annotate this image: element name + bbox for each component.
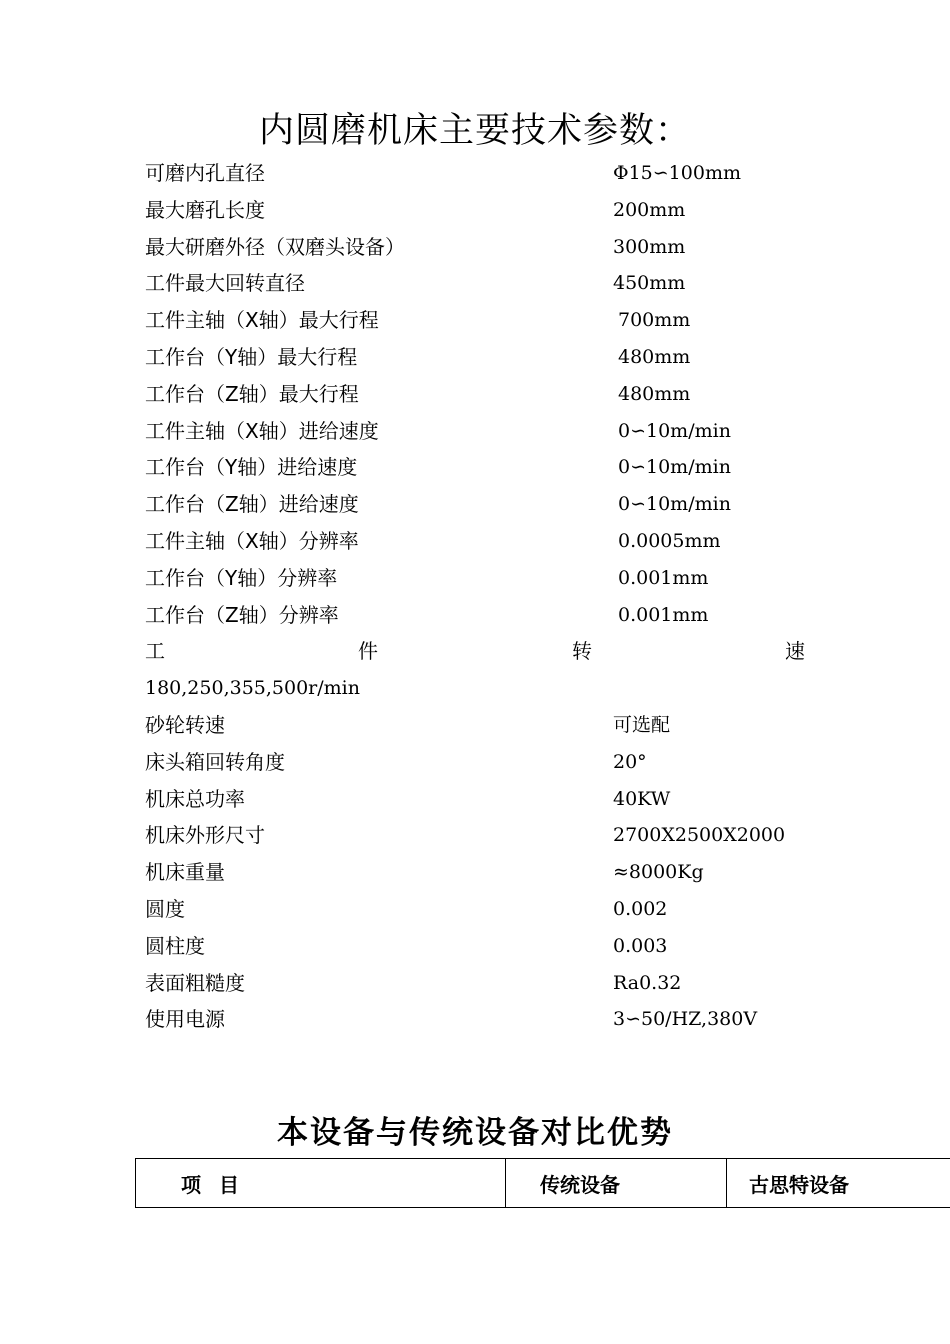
spec-row	[145, 486, 815, 523]
spec-value: 2700X2500X2000	[613, 824, 786, 847]
spec-label: 使用电源	[145, 1007, 225, 1032]
spec-row	[145, 339, 815, 376]
spec-row	[145, 265, 815, 302]
spec-row	[145, 155, 815, 192]
spec-row	[145, 192, 815, 229]
spec-row	[145, 817, 815, 854]
spindle-speed-char: 件	[358, 639, 378, 664]
spec-label: 砂轮转速	[145, 712, 225, 737]
spec-label: 最大磨孔长度	[145, 197, 265, 222]
spec-row	[145, 965, 815, 1002]
spec-value: 0∽10m/min	[618, 456, 731, 479]
spec-row	[145, 560, 815, 597]
spec-value: 0.001mm	[618, 566, 709, 589]
spec-value: 0.0005mm	[618, 529, 721, 552]
spec-row	[145, 891, 815, 928]
comparison-header-row	[136, 1159, 950, 1208]
spec-label: 最大研磨外径（双磨头设备）	[145, 234, 405, 259]
spec-value: 480mm	[618, 382, 691, 405]
spec-value: 0.003	[613, 934, 668, 957]
spindle-speed-label	[145, 633, 815, 670]
spec-value: 可选配	[613, 713, 671, 736]
spec-label: 工件主轴（X轴）分辨率	[145, 528, 359, 553]
spec-row	[145, 928, 815, 965]
spec-row	[145, 854, 815, 891]
spec-value: Φ15∽100mm	[613, 162, 741, 184]
spec-label: 机床外形尺寸	[145, 823, 265, 848]
spec-label: 工件主轴（X轴）最大行程	[145, 308, 379, 333]
spec-label: 工作台（Z轴）进给速度	[145, 492, 359, 517]
spec-row	[145, 597, 815, 634]
spec-label: 可磨内孔直径	[145, 161, 265, 185]
spec-value: 0∽10m/min	[618, 419, 731, 442]
spec-value: 3∽50/HZ,380V	[613, 1008, 758, 1031]
spindle-speed-value: 180,250,355,500r/min	[145, 677, 360, 700]
comparison-header-item: 项目	[136, 1159, 506, 1208]
spec-label: 工件最大回转直径	[145, 271, 305, 296]
spindle-speed-char: 转	[572, 639, 592, 664]
spec-label: 机床总功率	[145, 786, 245, 811]
comparison-title: 本设备与传统设备对比优势	[277, 1115, 673, 1151]
spec-row	[145, 376, 815, 413]
spindle-speed-char: 工	[145, 639, 165, 664]
spec-value: 40KW	[613, 787, 671, 810]
spec-value: ≈8000Kg	[613, 861, 704, 884]
spec-label: 工作台（Z轴）分辨率	[145, 602, 339, 627]
spec-row	[145, 302, 815, 339]
spec-label: 工作台（Y轴）分辨率	[145, 565, 338, 590]
spec-label: 机床重量	[145, 860, 225, 885]
spec-label: 工件主轴（X轴）进给速度	[145, 418, 379, 443]
spec-row	[145, 449, 815, 486]
spec-value: 0.002	[613, 897, 668, 920]
spec-value: 0∽10m/min	[618, 493, 731, 516]
spec-value: 0.001mm	[618, 603, 709, 626]
comparison-header-gusite: 古思特设备	[727, 1159, 950, 1208]
spec-value: 450mm	[613, 272, 686, 295]
spec-label: 工作台（Y轴）进给速度	[145, 455, 358, 480]
spec-row	[145, 744, 815, 781]
spec-label: 床头箱回转角度	[145, 749, 285, 774]
spec-row	[145, 229, 815, 266]
spindle-speed-char: 速	[785, 639, 805, 664]
spec-row	[145, 781, 815, 818]
comparison-table	[135, 1158, 950, 1208]
spec-value: 300mm	[613, 235, 686, 258]
page-title: 内圆磨机床主要技术参数：	[258, 111, 691, 151]
spec-list	[145, 155, 815, 1038]
spec-row	[145, 707, 815, 744]
spec-row	[145, 1001, 815, 1038]
spec-row	[145, 413, 815, 450]
comparison-header-traditional: 传统设备	[506, 1159, 727, 1208]
spec-label: 工作台（Z轴）最大行程	[145, 381, 359, 406]
spec-label: 圆柱度	[145, 933, 205, 958]
spec-row	[145, 523, 815, 560]
spec-value: 20°	[613, 750, 647, 773]
spec-value: Ra0.32	[613, 971, 682, 994]
spec-value: 480mm	[618, 345, 691, 368]
spec-label: 工作台（Y轴）最大行程	[145, 344, 358, 369]
spec-label: 表面粗糙度	[145, 970, 245, 995]
spec-value: 700mm	[618, 309, 691, 332]
spec-label: 圆度	[145, 896, 185, 921]
spec-value: 200mm	[613, 198, 686, 221]
